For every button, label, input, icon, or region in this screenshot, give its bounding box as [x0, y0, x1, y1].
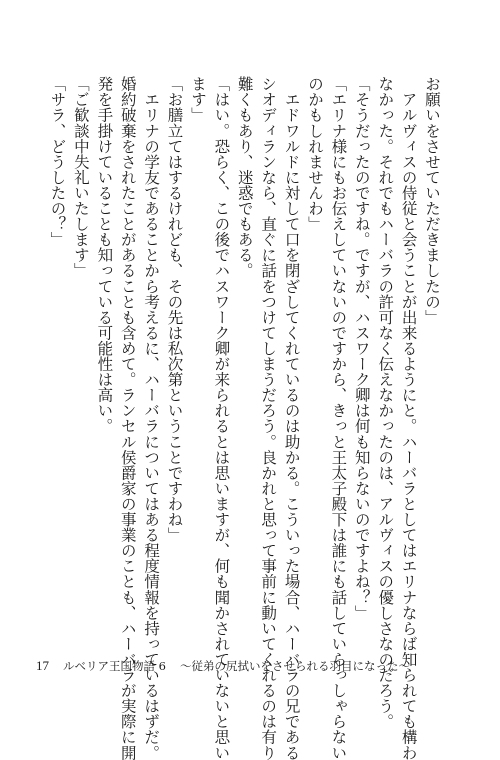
text-line: 「はい。恐らく、この後でハスワーク卿が来られるとは思いますが、何も聞かされていないと思い [212, 76, 231, 760]
text-line: シオディランなら、直ぐに話をつけてしまうだろう。良かれと思って事前に動いてくれるのは有り [259, 76, 278, 760]
text-line: ます」 [188, 76, 207, 123]
text-line: のかもしれませんわ」 [305, 76, 324, 232]
book-title: ルベリア王国物語 6 [63, 659, 166, 673]
book-subtitle: ～従弟の尻拭いをさせられる羽目になった～ [179, 659, 410, 673]
text-line: 婚約破棄をされたことがあることも含めて。ランセル侯爵家の事業のことも、ハーバラが実際に開 [118, 76, 137, 760]
text-line: エリナの学友であることから考えるに、ハーバラについてはある程度情報を持っているはずだ。 [142, 76, 161, 760]
text-line: 「エリナ様にもお伝えしていないのですから、きっと王太子殿下は誰にも話していらっしゃらない [329, 76, 348, 760]
text-line: 難くもあり、迷惑でもある。 [235, 76, 254, 279]
page-footer [36, 658, 410, 674]
text-line: エドワルドに対して口を閉ざしてくれているのは助かる。こういった場合、ハーバラの兄である [282, 76, 301, 760]
text-line: なかった。それでもハーバラの許可なく伝えなかったのは、アルヴィスの優しさなのだろう。 [376, 76, 395, 730]
page-number: 17 [36, 658, 49, 673]
text-line: 発を手掛けていることも知っている可能性は高い。 [95, 76, 114, 434]
text-line: 「そうだったのですね。ですが、ハスワーク卿は何も知らないのですよね？」 [352, 76, 371, 621]
text-line: アルヴィスの侍従と会うことが出来るようにと。ハーバラとしてはエリナならば知られても構わ [399, 76, 418, 760]
text-line: お願いをさせていただきましたの」 [423, 76, 441, 325]
text-line: 「ご歓談中失礼いたします」 [71, 76, 90, 279]
text-line: 「お膳立てはするけれども、その先は私次第ということですわね」 [165, 76, 184, 543]
text-line: 「サラ、どうしたの？」 [48, 76, 67, 248]
